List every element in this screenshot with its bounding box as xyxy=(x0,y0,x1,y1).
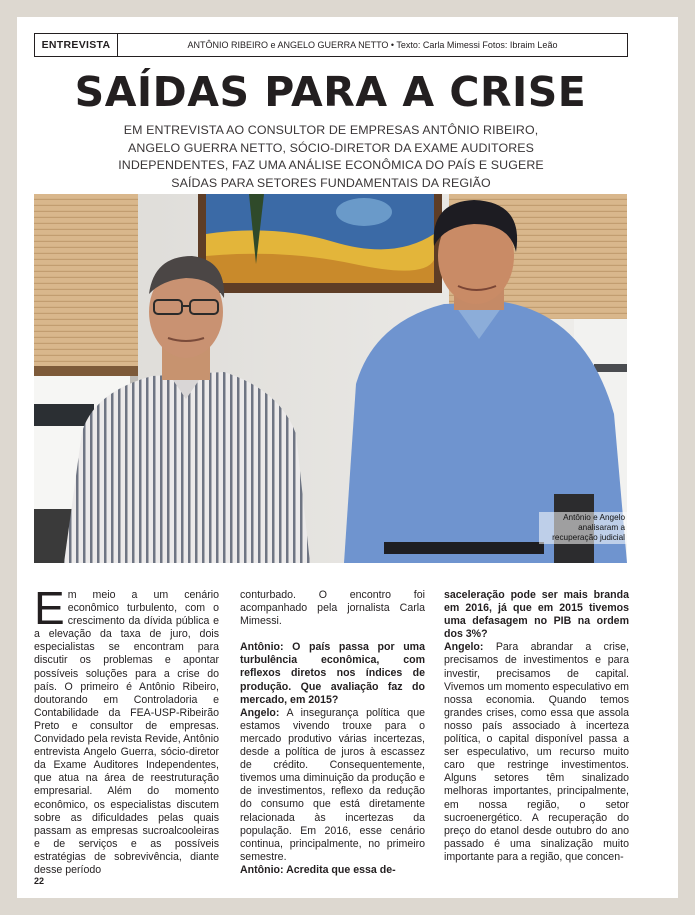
photo-caption: Antônio e Angelo analisaram a recuperação judicial xyxy=(539,512,627,544)
question-2-text-start: Acredita que essa de- xyxy=(283,863,396,876)
section-tag: ENTREVISTA xyxy=(35,34,118,56)
article-column-1 xyxy=(34,582,219,877)
answer-2 xyxy=(444,641,629,864)
answer-1-speaker: Angelo: xyxy=(240,706,280,719)
answer-1 xyxy=(240,707,425,864)
question-1-text: O país passa por uma turbulência econômica, com reflexos diretos nos índices de produção. Que avaliação faz do mercado, em 2015? xyxy=(240,641,425,706)
article-header xyxy=(34,33,628,57)
question-2-start xyxy=(240,864,425,877)
intro-paragraph xyxy=(34,582,219,877)
article-column-2 xyxy=(240,589,425,877)
article-title: SAÍDAS PARA A CRISE xyxy=(74,68,587,116)
answer-1-text: A insegurança política que estamos vivendo trouxe para o mercado produtivo várias incertezas, desde a política de juros à escassez de crédito. Consequentemente, tivemos uma diminuição da produção e de investimentos, reflexo da redução do consumo que está diretamente relacionada às incertezas da população. Em 2016, esse cenário continua, principalmente, no primeiro semestre. xyxy=(240,706,425,863)
article-credits: ANTÔNIO RIBEIRO e ANGELO GUERRA NETTO • Texto: Carla Mimessi Fotos: Ibraim Leão xyxy=(187,40,558,50)
question-1 xyxy=(240,641,425,706)
answer-2-text: Para abrandar a crise, precisamos de investimentos e para investir, precisamos de capital. Vivemos um momento especulativo em nossa economia. Quando temos grandes crises, como essa que assola nosso país associado à incerteza política, o capital disponível passa a ser especulativo, um recurso muito caro que restringe investimentos. Alguns setores têm sinalizado melhoras importantes, principalmente, em nossa região, o setor sucroenergético. A recuperação do preço do etanol desde outubro do ano passado é uma sinalização muito importante para a região, que concen- xyxy=(444,641,629,863)
intro-continuation: conturbado. O encontro foi acompanhado pela jornalista Carla Mimessi. xyxy=(240,589,425,628)
question-2-speaker: Antônio: xyxy=(240,863,284,876)
question-1-speaker: Antônio: xyxy=(240,641,284,654)
drop-cap: E xyxy=(34,582,65,634)
intro-text: m meio a um cenário econômico turbulento, com o crescimento da dívida pública e a elevação da taxa de juro, dois especialistas se encontram para discutir os problemas e apontar possíveis soluções para a crise do país. O primeiro é Antônio Ribeiro, doutorando em Controladoria e Contabilidade da FEA-USP-Ribeirão Preto e consultor de empresas. Convidado pela revista Revide, Antônio entrevista Angelo Guerra, sócio-diretor da Exame Auditores Independentes, que atua na área de reestruturação empresarial. Além do momento econômico, os especialistas discutem sobre as dificuldades pelas quais passam as empresas sucroalcooleiras e de serviços e as possíveis estratégias de sobrevivência, diante desse período xyxy=(34,589,219,876)
answer-2-speaker: Angelo: xyxy=(444,641,484,654)
article-column-3 xyxy=(444,589,629,864)
page-number: 22 xyxy=(34,876,45,886)
article-subtitle: EM ENTREVISTA AO CONSULTOR DE EMPRESAS ANTÔNIO RIBEIRO, ANGELO GUERRA NETTO, SÓCIO-DIRETOR DA EXAME AUDITORES INDEPENDENTES, FAZ UMA ANÁLISE ECONÔMICA DO PAÍS E SUGERE SAÍDAS PARA SETORES FUNDAMENTAIS DA REGIÃO xyxy=(118,123,544,190)
question-2-text-end: saceleração pode ser mais branda em 2016, já que em 2015 tivemos uma defasagem no PIB na ordem dos 3%? xyxy=(444,589,629,641)
article-photo xyxy=(34,194,627,563)
photo-illustration xyxy=(34,194,627,563)
